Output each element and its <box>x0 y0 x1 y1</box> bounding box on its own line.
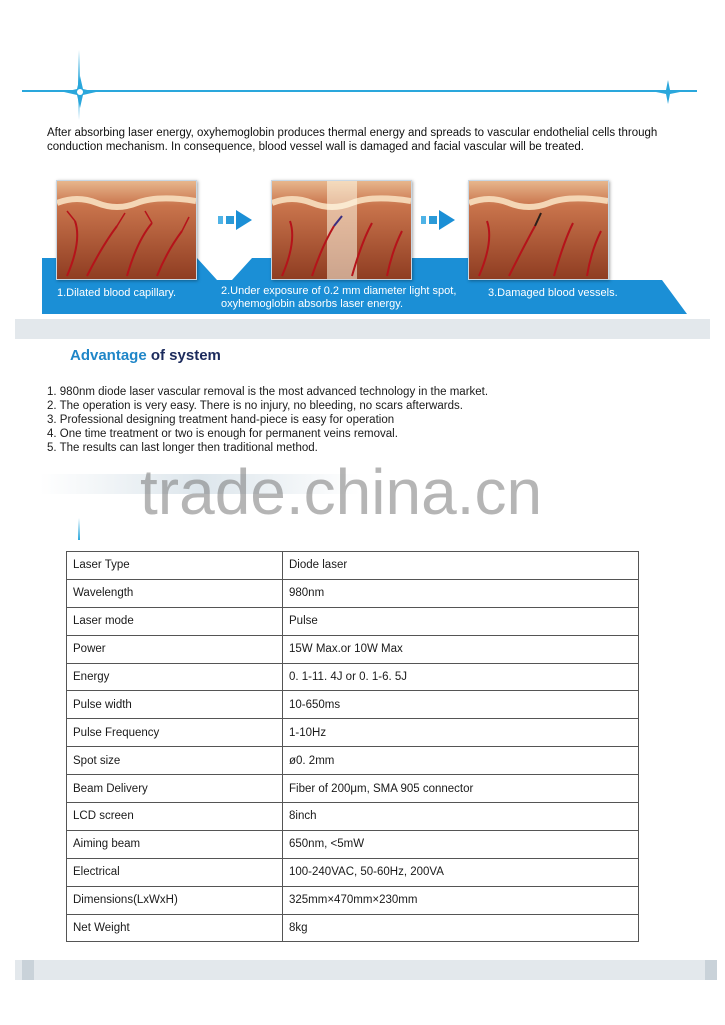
table-row <box>67 914 639 942</box>
step-2-caption: 2.Under exposure of 0.2 mm diameter light spot, oxyhemoglobin absorbs laser energy. <box>221 285 457 310</box>
heading-part-1: Advantage <box>70 347 147 364</box>
table-row <box>67 635 639 663</box>
spec-label: LCD screen <box>67 803 283 831</box>
spec-value: 8inch <box>283 803 639 831</box>
spec-label: Beam Delivery <box>67 775 283 803</box>
spec-label: Spot size <box>67 747 283 775</box>
star-burst-icon <box>64 76 96 108</box>
spec-label: Laser Type <box>67 552 283 580</box>
spec-value: ø0. 2mm <box>283 747 639 775</box>
footer-band-cap <box>22 960 34 980</box>
spec-label: Pulse width <box>67 691 283 719</box>
spec-label: Pulse Frequency <box>67 719 283 747</box>
list-item: 3. Professional designing treatment hand-piece is easy for operation <box>47 414 395 426</box>
spec-label: Dimensions(LxWxH) <box>67 886 283 914</box>
spec-value: 8kg <box>283 914 639 942</box>
spec-value: 100-240VAC, 50-60Hz, 200VA <box>283 858 639 886</box>
star-small-icon <box>656 80 680 104</box>
footer-band-cap <box>705 960 717 980</box>
spec-value: 1-10Hz <box>283 719 639 747</box>
spec-value: Pulse <box>283 607 639 635</box>
spec-value: Diode laser <box>283 552 639 580</box>
list-item: 5. The results can last longer then traditional method. <box>47 442 318 454</box>
table-row <box>67 858 639 886</box>
spec-value: 650nm, <5mW <box>283 830 639 858</box>
step-1-image <box>56 180 197 280</box>
spec-label: Power <box>67 635 283 663</box>
spec-label: Laser mode <box>67 607 283 635</box>
table-row <box>67 886 639 914</box>
accent-tick <box>78 518 80 540</box>
spec-value: 325mm×470mm×230mm <box>283 886 639 914</box>
spec-label: Net Weight <box>67 914 283 942</box>
spec-label: Energy <box>67 663 283 691</box>
spec-value: 980nm <box>283 579 639 607</box>
table-row <box>67 719 639 747</box>
heading-part-2: of system <box>150 347 221 364</box>
list-item: 2. The operation is very easy. There is no injury, no bleeding, no scars afterwards. <box>47 400 463 412</box>
spec-label: Electrical <box>67 858 283 886</box>
table-row <box>67 830 639 858</box>
advantages-list <box>47 385 607 455</box>
table-row <box>67 747 639 775</box>
step-3-caption: 3.Damaged blood vessels. <box>488 287 618 299</box>
list-item: 4. One time treatment or two is enough for permanent veins removal. <box>47 428 398 440</box>
spec-table <box>66 551 639 942</box>
section-band <box>15 319 710 339</box>
footer-band <box>15 960 717 980</box>
spec-value: 0. 1-11. 4J or 0. 1-6. 5J <box>283 663 639 691</box>
section-heading <box>70 347 221 364</box>
spec-value: 10-650ms <box>283 691 639 719</box>
step-1-caption: 1.Dilated blood capillary. <box>57 287 177 299</box>
spec-label: Wavelength <box>67 579 283 607</box>
table-row <box>67 607 639 635</box>
spec-label: Aiming beam <box>67 830 283 858</box>
step-2-image <box>271 180 412 280</box>
table-row <box>67 552 639 580</box>
header-divider <box>22 90 697 92</box>
intro-paragraph: After absorbing laser energy, oxyhemoglobin produces thermal energy and spreads to vascular endothelial cells through conduction mechanism. In consequence, blood vessel wall is damaged and facial vascular will be treated. <box>47 127 658 153</box>
table-row <box>67 803 639 831</box>
table-row <box>67 691 639 719</box>
list-item: 1. 980nm diode laser vascular removal is the most advanced technology in the market. <box>47 386 489 398</box>
spec-value: 15W Max.or 10W Max <box>283 635 639 663</box>
spec-value: Fiber of 200μm, SMA 905 connector <box>283 775 639 803</box>
watermark-text: trade.china.cn <box>140 456 543 528</box>
table-row <box>67 663 639 691</box>
table-row <box>67 775 639 803</box>
arrow-right-icon <box>421 210 455 230</box>
arrow-right-icon <box>218 210 252 230</box>
table-row <box>67 579 639 607</box>
step-3-image <box>468 180 609 280</box>
